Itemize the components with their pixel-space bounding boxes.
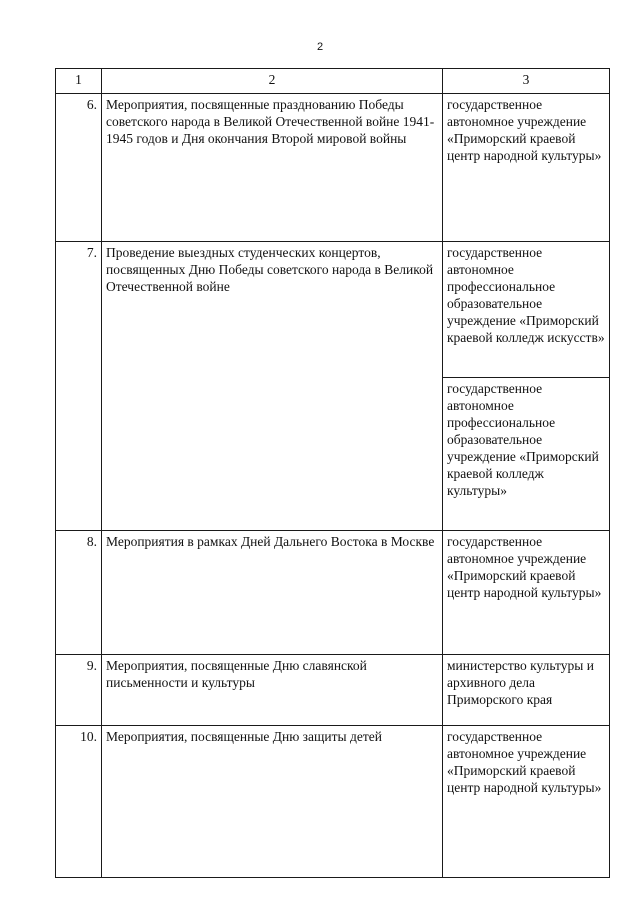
- table-row: [56, 94, 610, 242]
- table-row: [56, 655, 610, 726]
- organization-cell: государственное автономное учреждение «Приморский краевой центр народной культуры»: [443, 531, 610, 655]
- row-number: 10.: [56, 726, 102, 878]
- table-row: [56, 726, 610, 878]
- organization-cell: государственное автономное профессиональное образовательное учреждение «Приморский краевой колледж культуры»: [443, 378, 610, 531]
- event-cell: Мероприятия, посвященные Дню защиты детей: [102, 726, 443, 878]
- row-number: 7.: [56, 242, 102, 531]
- organization-cell: государственное автономное учреждение «Приморский краевой центр народной культуры»: [443, 726, 610, 878]
- table-row: [56, 531, 610, 655]
- row-number: 9.: [56, 655, 102, 726]
- organization-cell: государственное автономное профессиональное образовательное учреждение «Приморский краевой колледж искусств»: [443, 242, 610, 378]
- table-header-row: [56, 69, 610, 94]
- row-number: 6.: [56, 94, 102, 242]
- column-header-event: 2: [102, 69, 443, 94]
- event-cell: Мероприятия, посвященные Дню славянской письменности и культуры: [102, 655, 443, 726]
- column-header-number: 1: [56, 69, 102, 94]
- organization-cell: государственное автономное учреждение «Приморский краевой центр народной культуры»: [443, 94, 610, 242]
- organization-cell: министерство культуры и архивного дела Приморского края: [443, 655, 610, 726]
- page-number: 2: [316, 41, 324, 53]
- column-header-organization: 3: [443, 69, 610, 94]
- row-number: 8.: [56, 531, 102, 655]
- table-row: [56, 242, 610, 378]
- event-cell: Проведение выездных студенческих концертов, посвященных Дню Победы советского народа в Великой Отечественной войне: [102, 242, 443, 531]
- events-table: [55, 68, 610, 878]
- event-cell: Мероприятия в рамках Дней Дальнего Востока в Москве: [102, 531, 443, 655]
- event-cell: Мероприятия, посвященные празднованию Победы советского народа в Великой Отечественной войне 1941-1945 годов и Дня окончания Второй мировой войны: [102, 94, 443, 242]
